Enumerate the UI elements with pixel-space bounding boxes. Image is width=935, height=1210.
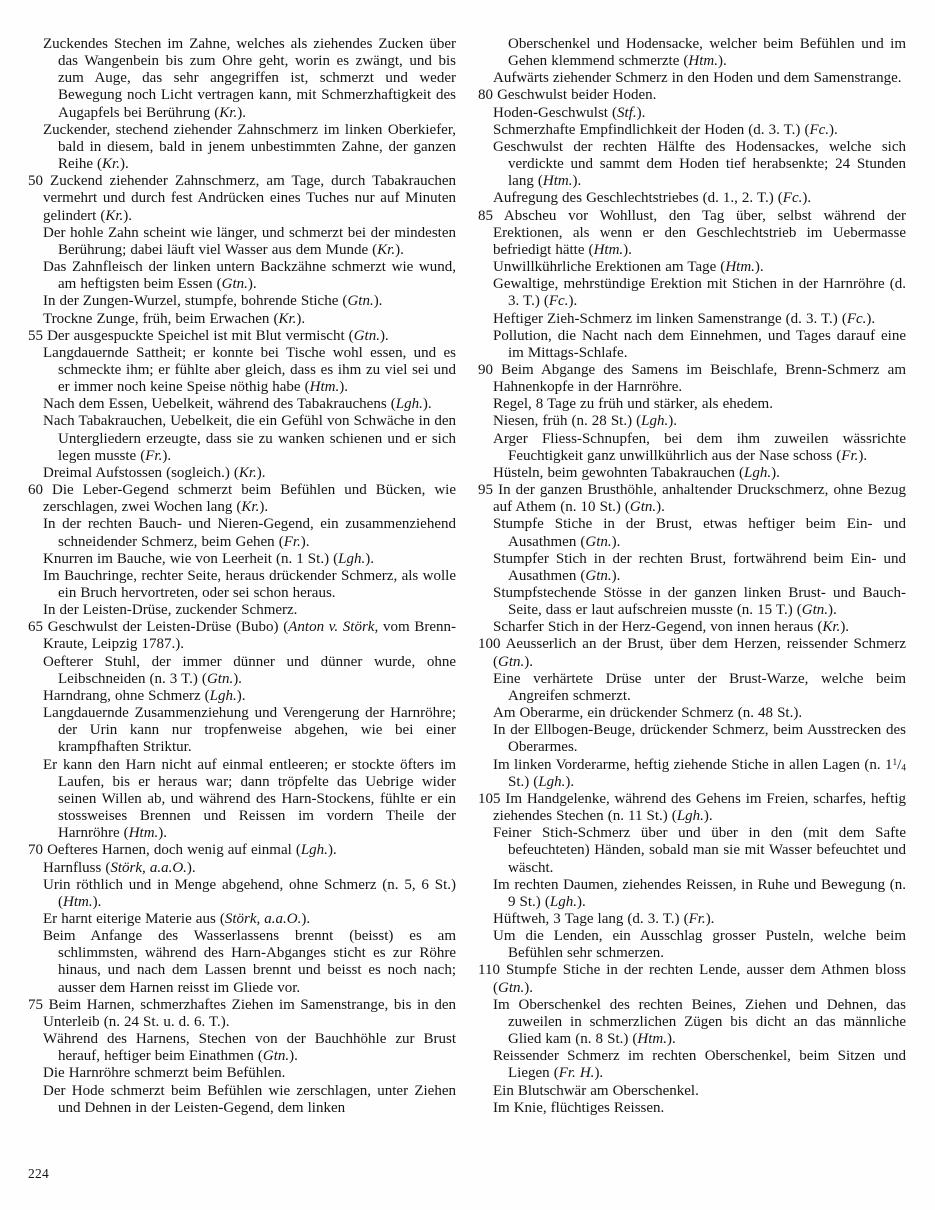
source-citation: Gtn. [353, 327, 380, 344]
symptom-number: 60 [28, 482, 53, 499]
symptom-entry: Im linken Vorderarme, heftig ziehende Stiche in allen Lagen (n. $1^1/_4$ St.) (Lgh.). [493, 756, 906, 790]
source-citation: Lgh. [641, 413, 669, 430]
symptom-entry: In der rechten Bauch- und Nieren-Gegend, ein zusammenziehend schneidender Schmerz, beim Gehen (Fr.). [43, 516, 456, 550]
symptom-number: 80 [478, 87, 498, 104]
source-citation: Fr. [841, 447, 859, 464]
symptom-entry: Arger Fliess-Schnupfen, bei dem ihm zuweilen wässrichte Feuchtigkeit ganz unwillkührlich aus der Nase schoss (Fr.). [493, 430, 906, 464]
source-citation: Gtn. [221, 276, 248, 293]
symptom-entry: Um die Lenden, ein Ausschlag grosser Pusteln, welche beim Befühlen sehr schmerzen. [493, 928, 906, 962]
symptom-number: 55 [28, 327, 48, 344]
source-citation: Gtn. [629, 499, 657, 516]
source-citation: Kr. [238, 464, 257, 481]
fraction-numerator: 1 [892, 757, 898, 768]
source-citation: Fc. [548, 293, 569, 310]
symptom-entry: Nach Tabakrauchen, Uebelkeit, die ein Gefühl von Schwäche in den Untergliedern erzeugte, dass sie zu wanken schienen und er sich legen musste (Fr.). [43, 413, 456, 464]
source-citation: Fc. [809, 121, 830, 138]
symptom-entry: Urin röthlich und in Menge abgehend, ohne Schmerz (n. 5, 6 St.) (Htm.). [43, 876, 456, 910]
right-column [478, 36, 906, 1117]
symptom-entry: Im rechten Daumen, ziehendes Reissen, in Ruhe und Bewegung (n. 9 St.) (Lgh.). [493, 876, 906, 910]
symptom-number: 65 [28, 619, 48, 636]
symptom-entry: Das Zahnfleisch der linken untern Backzähne schmerzt wie wund, am heftigsten beim Essen (Gtn.). [43, 259, 456, 293]
source-citation: Htm. [637, 1031, 667, 1048]
source-citation: Gtn. [801, 602, 828, 619]
symptom-number: 50 [28, 173, 51, 190]
source-citation: Anton v. Störk, [288, 619, 379, 636]
source-citation: Lgh. [549, 893, 577, 910]
symptom-entry: Während des Harnens, Stechen von der Bauchhöhle zur Brust herauf, heftiger beim Einathmen (Gtn.). [43, 1031, 456, 1065]
symptom-entry: Knurren im Bauche, wie von Leerheit (n. 1 St.) (Lgh.). [43, 550, 374, 567]
symptom-entry: Unwillkührliche Erektionen am Tage (Htm.). [493, 259, 764, 276]
source-citation: Stf. [617, 104, 637, 121]
source-citation: Fr. H. [558, 1065, 595, 1082]
symptom-entry: Trockne Zunge, früh, beim Erwachen (Kr.). [43, 310, 306, 327]
symptom-number: 100 [478, 636, 506, 653]
symptom-entry: 70 Oefteres Harnen, doch wenig auf einmal (Lgh.). [28, 842, 337, 859]
source-citation: Kr. [377, 241, 396, 258]
symptom-entry: Feiner Stich-Schmerz über und über in den (mit dem Safte befeuchteten) Händen, sobald man sie mit Wasser befeuchtet und wäscht. [493, 825, 906, 876]
symptom-entry: Heftiger Zieh-Schmerz im linken Samenstrange (d. 3. T.) (Fc.). [493, 310, 876, 327]
source-citation: Lgh. [395, 396, 423, 413]
source-citation: Fc. [782, 190, 803, 207]
symptom-number: 85 [478, 207, 504, 224]
symptom-entry: 80 Geschwulst beider Hoden. [478, 87, 657, 104]
symptom-entry: 75 Beim Harnen, schmerzhaftes Ziehen im Samenstrange, bis in den Unterleib (n. 24 St. u. d. 6. T.). [28, 996, 456, 1030]
symptom-entry: 55 Der ausgespuckte Speichel ist mit Blut vermischt (Gtn.). [28, 327, 389, 344]
source-citation: Störk, a.a.O. [110, 859, 187, 876]
symptom-entry: Ein Blutschwär am Oberschenkel. [493, 1082, 699, 1099]
symptom-number: 70 [28, 842, 48, 859]
symptom-entry: In der Zungen-Wurzel, stumpfe, bohrende Stiche (Gtn.). [43, 293, 383, 310]
symptom-entry: 90 Beim Abgange des Samens im Beischlafe, Brenn-Schmerz am Hahnenkopfe in der Harnröhre. [478, 361, 906, 396]
left-column [28, 36, 456, 1117]
symptom-entry: Eine verhärtete Drüse unter der Brust-Warze, welche beim Angreifen schmerzt. [493, 670, 906, 704]
symptom-entry: Zuckender, stechend ziehender Zahnschmerz im linken Oberkiefer, bald in diesem, bald in jenem unbestimmten Zahne, der ganzen Reihe (Kr.). [43, 121, 456, 173]
page-number: 224 [28, 1166, 50, 1181]
source-citation: Gtn. [347, 293, 374, 310]
symptom-entry: Langdauernde Sattheit; er konnte bei Tische wohl essen, und es schmeckte ihm; er fühlte aber gleich, dass es ihm zu viel sei und er immer noch keine Speise nöthig habe (Htm.). [43, 344, 456, 396]
symptom-entry: Der hohle Zahn scheint wie länger, und schmerzt bei der mindesten Berührung; dabei läuft viel Wasser aus dem Munde (Kr.). [43, 224, 456, 258]
symptom-number: 95 [478, 482, 499, 499]
source-citation: Kr. [278, 310, 297, 327]
source-citation: Gtn. [206, 670, 234, 687]
source-citation: Htm. [688, 53, 719, 70]
source-citation: Htm. [593, 241, 624, 258]
source-citation: Htm. [542, 173, 573, 190]
source-citation: Gtn. [498, 979, 525, 996]
symptom-entry: 60 Die Leber-Gegend schmerzt beim Befühlen und Bücken, wie zerschlagen, zwei Wochen lang (Kr.). [28, 482, 456, 516]
symptom-entry: Zuckendes Stechen im Zahne, welches als ziehendes Zucken über das Wangenbein bis zum Ohre geht, worin es zwängt, und bis zum Auge, das sehr angegriffen ist, schmerzt und weder Bewegung noch Licht vertragen kann, mit Schmerzhaftigkeit des Augapfels bei Berührung (Kr.). [43, 36, 456, 121]
symptom-entry: Stumpfer Stich in der rechten Brust, fortwährend beim Ein- und Ausathmen (Gtn.). [493, 550, 906, 584]
source-citation: Fr. [283, 533, 301, 550]
symptom-entry: In der Ellbogen-Beuge, drückender Schmerz, beim Ausstrecken des Oberarmes. [493, 722, 906, 756]
source-citation: Fr. [145, 447, 163, 464]
symptom-entry: Harndrang, ohne Schmerz (Lgh.). [43, 687, 246, 704]
symptom-number: 90 [478, 361, 502, 378]
symptom-number: 105 [478, 790, 506, 807]
symptom-entry: Die Harnröhre schmerzt beim Befühlen. [43, 1065, 286, 1082]
symptom-entry: In der Leisten-Drüse, zuckender Schmerz. [43, 602, 298, 619]
symptom-entry: Im Oberschenkel des rechten Beines, Ziehen und Dehnen, das zuweilen in schmerzlichen Zügen bis dicht an das männliche Glied kam (n. 8 St.) (Htm.). [493, 996, 906, 1048]
source-citation: Htm. [309, 379, 340, 396]
source-citation: Kr. [105, 207, 124, 224]
symptom-entry: Aufwärts ziehender Schmerz in den Hoden und dem Samenstrange. [493, 70, 902, 87]
text-columns [28, 36, 906, 1117]
symptom-entry: Stumpfe Stiche in der Brust, etwas heftiger beim Ein- und Ausathmen (Gtn.). [493, 516, 906, 550]
symptom-entry: Dreimal Aufstossen (sogleich.) (Kr.). [43, 464, 266, 481]
symptom-entry: Scharfer Stich in der Herz-Gegend, von innen heraus (Kr.). [493, 619, 850, 636]
source-citation: Lgh. [209, 687, 237, 704]
source-citation: Gtn. [498, 653, 525, 670]
source-citation: Lgh. [676, 808, 704, 825]
symptom-entry: 100 Aeusserlich an der Brust, über dem Herzen, reissender Schmerz (Gtn.). [478, 636, 906, 670]
symptom-entry: Reissender Schmerz im rechten Oberschenkel, beim Sitzen und Liegen (Fr. H.). [493, 1048, 906, 1082]
symptom-entry: Langdauernde Zusammenziehung und Verengerung der Harnröhre; der Urin kann nur tropfenweise abgehen, wie bei einer krampfhaften Striktur. [43, 705, 456, 756]
symptom-entry: Im Bauchringe, rechter Seite, heraus drückender Schmerz, als wolle ein Bruch hervortreten, oder sei schon heraus. [43, 567, 456, 601]
symptom-entry: Oefterer Stuhl, der immer dünner und dünner wurde, ohne Leibschneiden (n. 3 T.) (Gtn.). [43, 653, 456, 687]
symptom-entry: 65 Geschwulst der Leisten-Drüse (Bubo) (Anton v. Störk, vom Brenn-Kraute, Leipzig 1787.). [28, 619, 456, 653]
symptom-entry: Gewaltige, mehrstündige Erektion mit Stichen in der Harnröhre (d. 3. T.) (Fc.). [493, 276, 906, 310]
source-citation: Htm. [725, 259, 755, 276]
source-citation: Störk, a.a.O. [224, 910, 302, 927]
symptom-entry: Der Hode schmerzt beim Befühlen wie zerschlagen, unter Ziehen und Dehnen in der Leisten-Gegend, dem linken [43, 1082, 456, 1116]
symptom-entry: Nach dem Essen, Uebelkeit, während des Tabakrauchens (Lgh.). [43, 396, 432, 413]
source-citation: Fr. [688, 910, 706, 927]
source-citation: Fc. [846, 310, 867, 327]
source-citation: Kr. [241, 499, 260, 516]
symptom-entry: 50 Zuckend ziehender Zahnschmerz, am Tage, durch Tabakrauchen vermehrt und durch fest Andrücken eines Tuches nur auf Minuten gelindert (Kr.). [28, 173, 456, 224]
symptom-entry: Hüftweh, 3 Tage lang (d. 3. T.) (Fr.). [493, 910, 715, 927]
source-citation: Kr. [822, 619, 841, 636]
source-citation: Gtn. [262, 1048, 290, 1065]
fraction-denominator: 4 [901, 763, 906, 774]
source-citation: Gtn. [585, 567, 612, 584]
symptom-entry: Er kann den Harn nicht auf einmal entleeren; er stockte öfters im Laufen, bis er heraus war; dann tröpfelte das Uebrige wider seinen Willen ab, und während des Harn-Stockens, fühlte er ein stossweises Brennen und Reissen im vordern Theile der Harnröhre (Htm.). [43, 756, 456, 842]
symptom-number: 75 [28, 996, 49, 1013]
symptom-entry: Schmerzhafte Empfindlichkeit der Hoden (d. 3. T.) (Fc.). [493, 121, 838, 138]
symptom-entry: 105 Im Handgelenke, während des Gehens im Freien, scharfes, heftig ziehendes Stechen (n. 11 St.) (Lgh.). [478, 790, 906, 825]
symptom-entry: Aufregung des Geschlechtstriebes (d. 1., 2. T.) (Fc.). [493, 190, 812, 207]
symptom-entry: Stumpfstechende Stösse in der ganzen linken Brust- und Bauch-Seite, dass er laut aufschreien musste (n. 15 T.) (Gtn.). [493, 585, 906, 619]
symptom-entry: 95 In der ganzen Brusthöhle, anhaltender Druckschmerz, ohne Bezug auf Athem (n. 10 St.) (Gtn.). [478, 482, 906, 516]
symptom-entry: Er harnt eiterige Materie aus (Störk, a.a.O.). [43, 910, 311, 927]
symptom-entry: Harnfluss (Störk, a.a.O.). [43, 859, 196, 876]
source-citation: Lgh. [300, 842, 328, 859]
symptom-entry: 110 Stumpfe Stiche in der rechten Lende, ausser dem Athmen bloss (Gtn.). [478, 962, 906, 996]
source-citation: Lgh. [338, 550, 366, 567]
source-citation: Htm. [128, 825, 159, 842]
symptom-entry-continued: Oberschenkel und Hodensacke, welcher beim Befühlen und im Gehen klemmend schmerzte (Htm.). [508, 36, 906, 70]
symptom-entry: Geschwulst der rechten Hälfte des Hodensackes, welche sich verdickte und sammt dem Hoden tief herabsenkte; 24 Stunden lang (Htm.). [493, 138, 906, 190]
symptom-entry: Hüsteln, beim gewohnten Tabakrauchen (Lgh.). [493, 464, 780, 481]
symptom-entry: Hoden-Geschwulst (Stf.). [493, 104, 646, 121]
symptom-entry: Im Knie, flüchtiges Reissen. [493, 1099, 665, 1116]
source-citation: Kr. [219, 104, 238, 121]
symptom-number: 110 [478, 962, 506, 979]
symptom-entry: Niesen, früh (n. 28 St.) (Lgh.). [493, 413, 677, 430]
source-citation: Gtn. [585, 533, 612, 550]
symptom-entry: 85 Abscheu vor Wohllust, den Tag über, selbst während der Erektionen, als wenn er den Geschlechtstrieb im Uebermasse befriedigt hätte (Htm.). [478, 207, 906, 258]
source-citation: Kr. [102, 156, 120, 173]
symptom-entry: Am Oberarme, ein drückender Schmerz (n. 48 St.). [493, 705, 803, 722]
symptom-entry: Beim Anfange des Wasserlassens brennt (beisst) es am schlimmsten, während des Harn-Abganges sticht es zur Röhre hinaus, und nach dem Lassen brennt und beisst es noch nach; ausser dem Harnen reisst im Gliede vor. [43, 928, 456, 996]
symptom-entry: Regel, 8 Tage zu früh und stärker, als ehedem. [493, 396, 773, 413]
symptom-entry: Pollution, die Nacht nach dem Einnehmen, und Tages darauf eine im Mittags-Schlafe. [493, 327, 906, 361]
source-citation: Htm. [63, 893, 93, 910]
source-citation: Lgh. [538, 773, 566, 790]
source-citation: Lgh. [744, 464, 772, 481]
